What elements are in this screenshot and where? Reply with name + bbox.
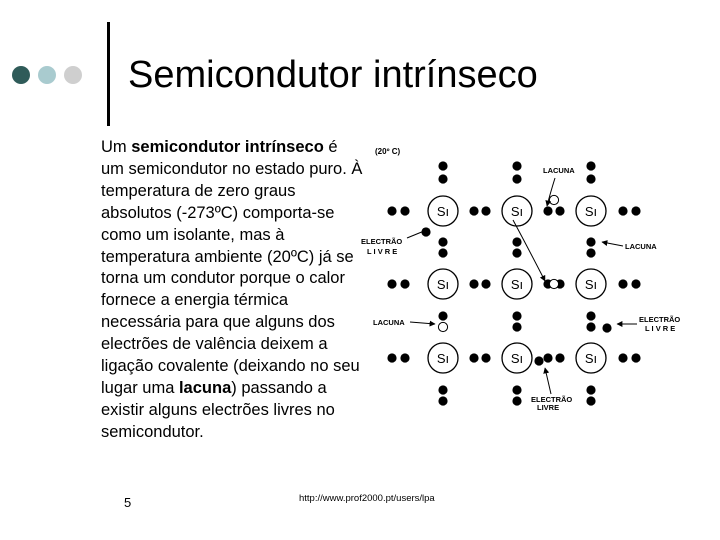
valence-electron bbox=[602, 323, 611, 332]
valence-electron bbox=[400, 353, 409, 362]
body-text-part1: Um bbox=[101, 138, 132, 156]
silicon-atom-label: Sı bbox=[436, 351, 450, 366]
silicon-lattice-diagram bbox=[355, 136, 681, 426]
atom-grid bbox=[428, 196, 606, 373]
silicon-atom-label: Sı bbox=[436, 204, 450, 219]
decorative-bullet-dots bbox=[12, 66, 82, 84]
hole-marker bbox=[438, 322, 447, 331]
temperature-label: (20º C) bbox=[375, 147, 401, 156]
valence-electron bbox=[512, 161, 521, 170]
valence-electron bbox=[387, 206, 396, 215]
body-paragraph bbox=[101, 137, 363, 444]
hole-marker bbox=[549, 195, 558, 204]
valence-electron bbox=[631, 279, 640, 288]
silicon-atom-label: Sı bbox=[584, 351, 598, 366]
valence-electron bbox=[555, 353, 564, 362]
valence-electron bbox=[438, 385, 447, 394]
valence-electron bbox=[438, 396, 447, 405]
electrao-livre-label-bottom-1: ELECTRÃO bbox=[531, 395, 573, 404]
electrao-livre-label-left-1: ELECTRÃO bbox=[361, 237, 403, 246]
electrao-livre-label-left-2: L I V R E bbox=[367, 247, 398, 256]
dark-teal-dot bbox=[12, 66, 30, 84]
silicon-atom-label: Sı bbox=[436, 277, 450, 292]
body-bold-lacuna: lacuna bbox=[178, 378, 232, 397]
valence-electron bbox=[586, 385, 595, 394]
valence-electron bbox=[543, 353, 552, 362]
electrao-livre-label-right-2: L I V R E bbox=[645, 324, 676, 333]
valence-electron bbox=[400, 279, 409, 288]
valence-electron bbox=[631, 353, 640, 362]
valence-electron bbox=[481, 206, 490, 215]
electrao-livre-label-bottom-2: LIVRE bbox=[537, 403, 560, 412]
body-bold-term: semicondutor intrínseco bbox=[131, 138, 324, 156]
valence-electron bbox=[469, 279, 478, 288]
valence-electron bbox=[469, 353, 478, 362]
valence-electron bbox=[586, 248, 595, 257]
silicon-atom-label: Sı bbox=[510, 277, 524, 292]
silicon-atom-label: Sı bbox=[510, 351, 524, 366]
valence-electron bbox=[618, 353, 627, 362]
lacuna-label-top: LACUNA bbox=[543, 166, 575, 175]
light-teal-dot bbox=[38, 66, 56, 84]
body-text-part3: ) passando a existir alguns electrões livres no semicondutor. bbox=[101, 378, 335, 441]
slide-title: Semicondutor intrínseco bbox=[128, 54, 538, 96]
valence-electron bbox=[512, 322, 521, 331]
page-number: 5 bbox=[124, 495, 132, 510]
silicon-atom-label: Sı bbox=[584, 204, 598, 219]
valence-electron bbox=[438, 248, 447, 257]
body-text-part2: é um semicondutor no estado puro. À temperatura de zero graus absolutos (-273ºC) comporta-se como um isolante, mas à temperatura ambiente (20ºC) já se torna um condutor porque o calor fornece a energia térmica necessária para que alguns dos electrões de valência deixem a ligação covalente (deixando no seu lugar uma bbox=[101, 138, 363, 397]
silicon-atom-label: Sı bbox=[510, 204, 524, 219]
valence-electron bbox=[438, 174, 447, 183]
arrow-lacuna-right bbox=[602, 242, 623, 246]
valence-electron bbox=[481, 279, 490, 288]
valence-electron bbox=[543, 206, 552, 215]
valence-electron bbox=[512, 174, 521, 183]
valence-electron bbox=[586, 174, 595, 183]
footer-url: http://www.prof2000.pt/users/lpa bbox=[299, 493, 435, 504]
valence-electron bbox=[512, 237, 521, 246]
valence-electron bbox=[555, 206, 564, 215]
arrow-electrao-bottom bbox=[545, 368, 551, 394]
valence-electron bbox=[512, 311, 521, 320]
title-divider bbox=[107, 22, 110, 126]
silicon-atom-label: Sı bbox=[584, 277, 598, 292]
hole-marker bbox=[549, 279, 558, 288]
valence-electron bbox=[438, 311, 447, 320]
valence-electron bbox=[438, 237, 447, 246]
valence-electron bbox=[387, 279, 396, 288]
arrow-lacuna-left bbox=[410, 322, 435, 324]
lacuna-label-right: LACUNA bbox=[625, 242, 657, 251]
valence-electron bbox=[586, 322, 595, 331]
valence-electron bbox=[469, 206, 478, 215]
valence-electron bbox=[618, 206, 627, 215]
valence-electron bbox=[512, 248, 521, 257]
valence-electron bbox=[534, 356, 543, 365]
valence-electron bbox=[438, 161, 447, 170]
grey-dot bbox=[64, 66, 82, 84]
valence-electron bbox=[586, 237, 595, 246]
valence-electron bbox=[586, 161, 595, 170]
valence-electron bbox=[512, 385, 521, 394]
valence-electron bbox=[618, 279, 627, 288]
valence-electron bbox=[400, 206, 409, 215]
electrao-livre-label-right-1: ELECTRÃO bbox=[639, 315, 681, 324]
lacuna-label-left: LACUNA bbox=[373, 318, 405, 327]
valence-electron bbox=[481, 353, 490, 362]
valence-electron bbox=[512, 396, 521, 405]
valence-electron bbox=[631, 206, 640, 215]
valence-electron bbox=[586, 311, 595, 320]
valence-electron bbox=[586, 396, 595, 405]
valence-electron bbox=[387, 353, 396, 362]
